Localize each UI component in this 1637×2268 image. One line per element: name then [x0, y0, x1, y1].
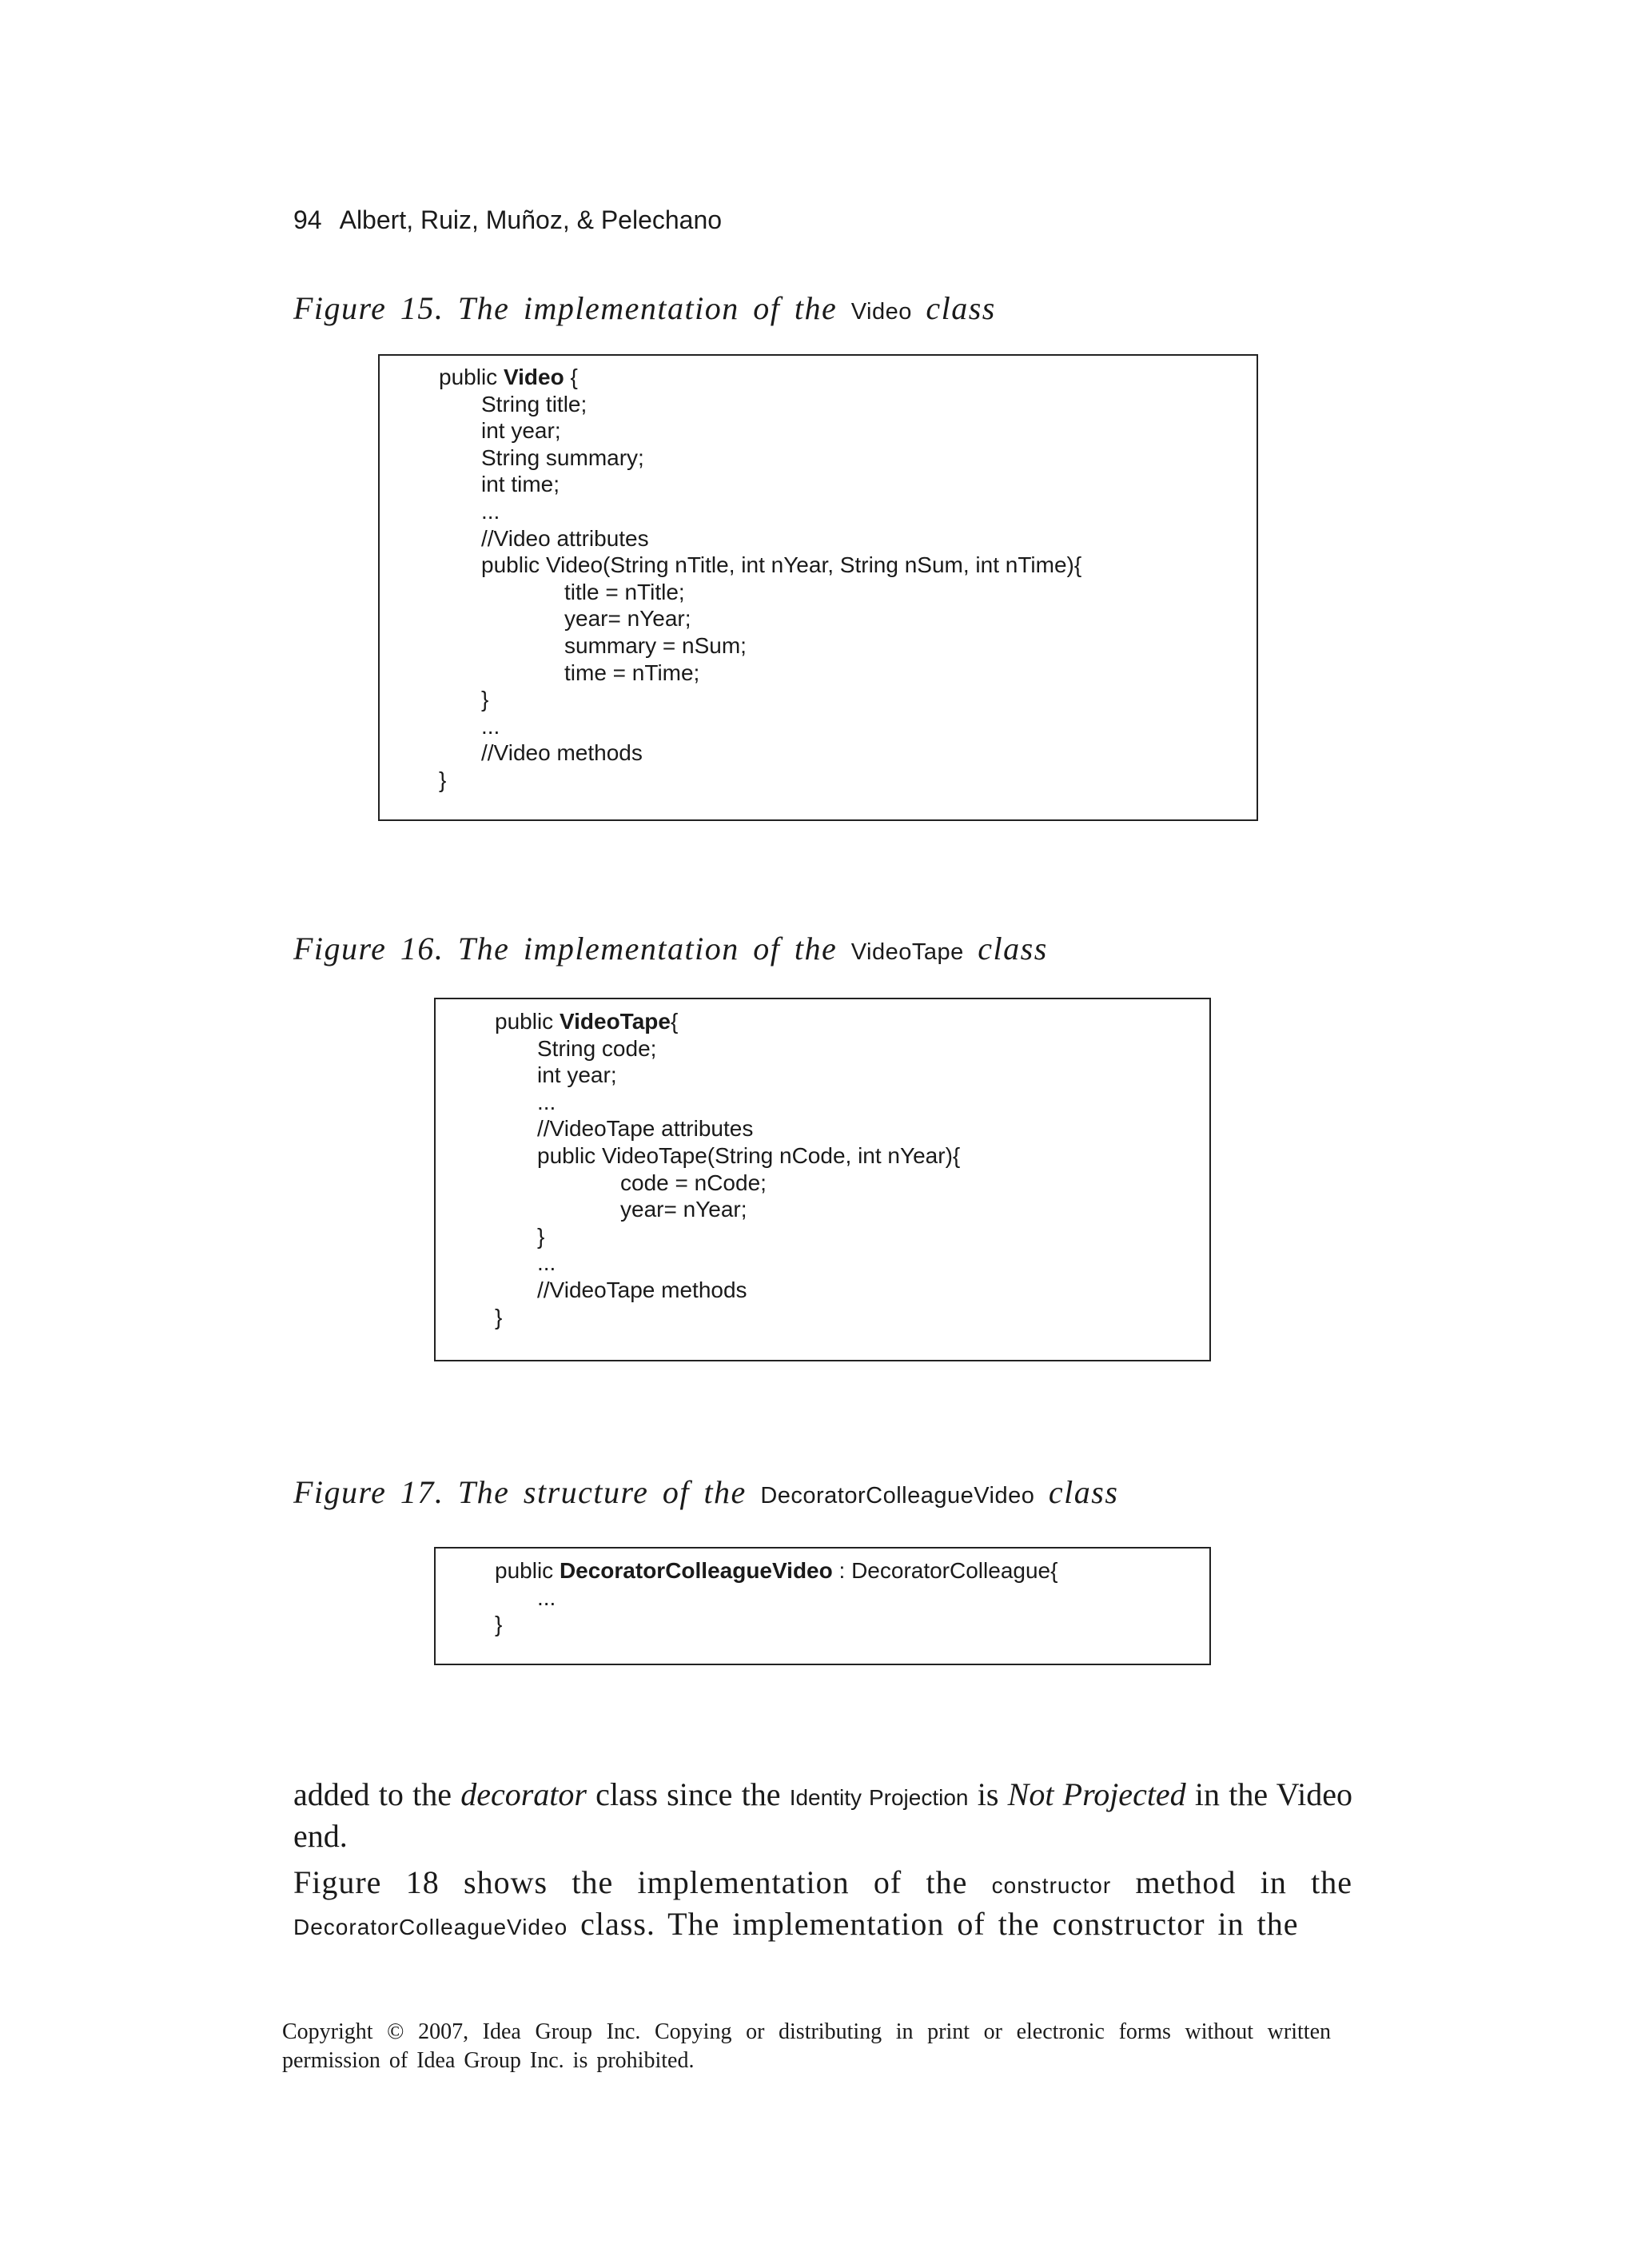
code-line: String code; — [537, 1035, 657, 1061]
body-paragraph-1: added to the decorator class since the Identity Projection is Not Projected in the Video end. — [293, 1776, 1352, 1854]
code-line: //VideoTape attributes — [537, 1116, 754, 1142]
code-line: //Video methods — [481, 740, 643, 766]
code-line: title = nTitle; — [564, 579, 685, 604]
figure-15-code-box — [378, 354, 1258, 821]
figure-17-code-box — [434, 1547, 1211, 1665]
body-paragraph-2: Figure 18 shows the implementation of the constructor method in the DecoratorColleagueVideo class. The implementation of the constructor in the — [293, 1864, 1352, 1942]
code-line: int time; — [481, 472, 560, 497]
code-line: //VideoTape methods — [537, 1277, 747, 1302]
code-line: ... — [537, 1089, 556, 1114]
code-line: ... — [537, 1250, 556, 1276]
code-line: year= nYear; — [564, 606, 691, 632]
figure-16-code-box — [434, 998, 1211, 1361]
code-line: year= nYear; — [620, 1197, 747, 1222]
code-line: } — [439, 767, 447, 792]
code-line: String summary; — [481, 444, 644, 470]
code-line: public Video { — [439, 365, 578, 389]
code-line: } — [495, 1612, 503, 1637]
figure-15-caption-prefix: Figure 15. The implementation of the — [293, 290, 838, 326]
figure-15-caption — [293, 289, 996, 327]
code-line: summary = nSum; — [564, 633, 747, 658]
class-name: Video — [503, 365, 564, 389]
code-line: time = nTime; — [564, 660, 700, 685]
code-line: } — [495, 1304, 503, 1329]
code-line: } — [481, 687, 489, 712]
code-line: public DecoratorColleagueVideo : DecoratorColleague{ — [495, 1558, 1058, 1583]
code-line: ... — [537, 1584, 556, 1610]
code-line: int year; — [481, 418, 561, 444]
copyright-footer — [282, 2018, 1331, 2075]
code-line: String title; — [481, 391, 587, 417]
class-name: VideoTape — [559, 1009, 671, 1034]
code-line: } — [537, 1223, 545, 1249]
running-header — [293, 205, 722, 235]
code-line: int year; — [537, 1062, 617, 1088]
figure-16-caption-prefix: Figure 16. The implementation of the — [293, 931, 838, 967]
code-line: public VideoTape(String nCode, int nYear){ — [537, 1143, 961, 1168]
code-line: ... — [481, 713, 500, 739]
class-name: DecoratorColleagueVideo — [559, 1558, 833, 1583]
code-line: public Video(String nTitle, int nYear, String nSum, int nTime){ — [481, 552, 1082, 578]
code-line: //Video attributes — [481, 525, 649, 551]
copyright-line-1: Copyright © 2007, Idea Group Inc. Copying or distributing in print or electronic forms without written — [282, 2019, 1331, 2044]
code-line: ... — [481, 499, 500, 524]
figure-17-caption-suffix: class — [1048, 1474, 1119, 1510]
figure-16-caption-code: VideoTape — [850, 939, 964, 965]
figure-17-caption-prefix: Figure 17. The structure of the — [293, 1474, 747, 1510]
figure-17-caption — [293, 1473, 1118, 1511]
code-line: public VideoTape{ — [495, 1009, 679, 1034]
code-line: code = nCode; — [620, 1170, 767, 1195]
page-number: 94 — [293, 205, 322, 234]
figure-15-caption-suffix: class — [926, 290, 996, 326]
figure-16-caption-suffix: class — [978, 931, 1048, 967]
figure-15-caption-code: Video — [850, 299, 912, 325]
copyright-line-2: permission of Idea Group Inc. is prohibited. — [282, 2048, 695, 2073]
figure-16-caption — [293, 930, 1048, 967]
running-header-authors: Albert, Ruiz, Muñoz, & Pelechano — [339, 205, 723, 234]
figure-17-caption-code: DecoratorColleagueVideo — [760, 1483, 1035, 1509]
